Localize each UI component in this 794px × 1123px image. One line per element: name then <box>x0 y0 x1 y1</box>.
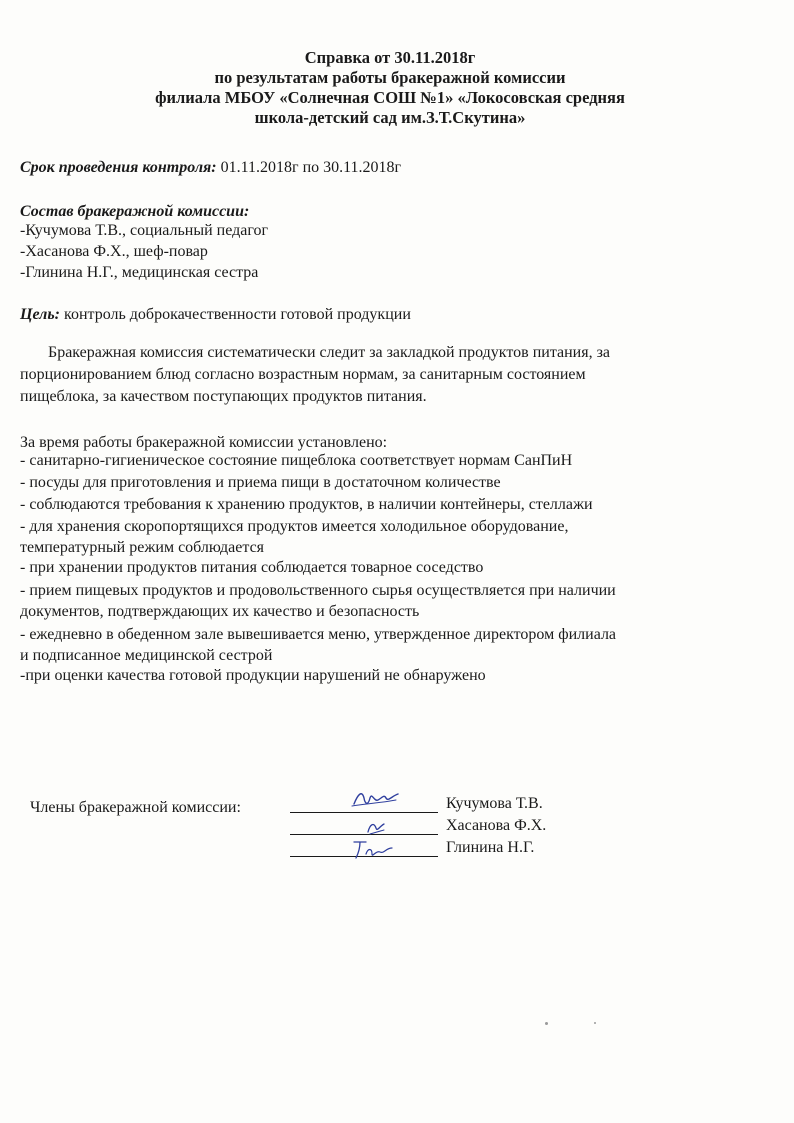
control-period <box>20 158 401 178</box>
findings-item: - посуды для приготовления и приема пищи в достаточном количестве <box>20 474 501 491</box>
scan-speck <box>594 1022 596 1024</box>
scan-speck <box>545 1022 548 1025</box>
signature-line <box>290 812 438 813</box>
handwritten-signature <box>350 786 402 812</box>
committee-member: -Хасанова Ф.Х., шеф-повар <box>20 243 208 260</box>
committee-heading: Состав бракеражной комиссии: <box>20 203 250 220</box>
findings-item: температурный режим соблюдается <box>20 539 265 556</box>
findings-item: - при хранении продуктов питания соблюдается товарное соседство <box>20 559 484 576</box>
signatory-name: Кучумова Т.В. <box>446 795 543 812</box>
findings-item: -при оценки качества готовой продукции нарушений не обнаружено <box>20 667 486 684</box>
findings-item: - ежедневно в обеденном зале вывешивается меню, утвержденное директором филиала <box>20 626 617 643</box>
findings-heading: За время работы бракеражной комиссии установлено: <box>20 434 388 451</box>
findings-item: - санитарно-гигиеническое состояние пищеблока соответствует нормам СанПиН <box>20 452 573 469</box>
goal-value: контроль доброкачественности готовой продукции <box>64 306 411 323</box>
signatory-name: Глинина Н.Г. <box>446 839 535 856</box>
document-title-line-2: по результатам работы бракеражной комиссии <box>214 68 566 87</box>
committee-member: -Кучумова Т.В., социальный педагог <box>20 222 269 239</box>
committee-member: -Глинина Н.Г., медицинская сестра <box>20 264 259 281</box>
signatures-label: Члены бракеражной комиссии: <box>30 799 241 816</box>
signatory-name: Хасанова Ф.Х. <box>446 817 547 834</box>
intro-paragraph-line: пищеблока, за качеством поступающих продуктов питания. <box>20 388 427 405</box>
findings-item: - для хранения скоропортящихся продуктов имеется холодильное оборудование, <box>20 518 569 535</box>
findings-item: документов, подтверждающих их качество и безопасность <box>20 603 420 620</box>
goal <box>20 305 411 325</box>
intro-paragraph-line: Бракеражная комиссия систематически следит за закладкой продуктов питания, за <box>48 344 611 361</box>
findings-item: - прием пищевых продуктов и продовольственного сырья осуществляется при наличии <box>20 582 616 599</box>
findings-item: - соблюдаются требования к хранению продуктов, в наличии контейнеры, стеллажи <box>20 496 593 513</box>
document-title-line-3: филиала МБОУ «Солнечная СОШ №1» «Локосовская средняя <box>155 88 625 107</box>
control-period-label: Срок проведения контроля: <box>20 159 217 176</box>
handwritten-signature <box>364 818 390 838</box>
control-period-value: 01.11.2018г по 30.11.2018г <box>220 159 402 176</box>
document-title-line-4: школа-детский сад им.З.Т.Скутина» <box>254 108 526 127</box>
intro-paragraph-line: порционированием блюд согласно возрастным нормам, за санитарным состоянием <box>20 366 586 383</box>
document-title-line-1: Справка от 30.11.2018г <box>304 48 476 67</box>
goal-label: Цель: <box>20 306 60 323</box>
handwritten-signature <box>348 838 396 862</box>
findings-item: и подписанное медицинской сестрой <box>20 647 273 664</box>
